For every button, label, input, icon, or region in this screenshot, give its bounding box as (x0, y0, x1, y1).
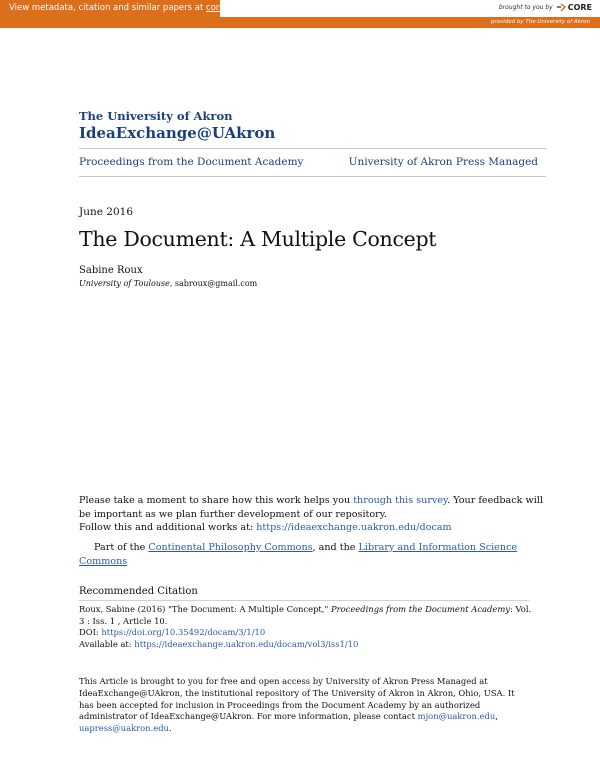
article-title: The Document: A Multiple Concept (79, 227, 437, 251)
citation-journal: Proceedings from the Document Academy (330, 604, 511, 614)
contact-email-2[interactable]: uapress@uakron.edu (79, 723, 169, 734)
core-logo[interactable] (556, 3, 592, 12)
part-of-block (79, 541, 519, 568)
citation-block (79, 604, 534, 650)
provided-by-strip (0, 17, 600, 28)
series-link-right[interactable]: University of Akron Press Managed (348, 156, 538, 168)
core-metadata-bar (0, 0, 251, 17)
series-link-left[interactable]: Proceedings from the Document Academy (79, 156, 304, 168)
share-text-post: . Your feedback will be important as we plan further development of our repository. (79, 495, 543, 520)
contact-email-1[interactable]: mjon@uakron.edu (417, 711, 496, 722)
part-of-mid: , and the (312, 542, 359, 553)
divider-bottom (79, 176, 546, 177)
citation-pre: Roux, Sabine (2016) "The Document: A Multiple Concept," (79, 604, 331, 614)
core-logo-icon (556, 3, 566, 12)
share-block (79, 494, 549, 535)
available-label: Available at: (79, 638, 135, 649)
core-brought-by (499, 3, 592, 12)
share-text-pre: Please take a moment to share how this work helps you (79, 495, 354, 506)
doi-label: DOI: (79, 627, 102, 637)
follow-text: Follow this and additional works at: (79, 522, 257, 533)
author-affiliation (79, 279, 257, 288)
footer-notice (79, 676, 524, 735)
core-metadata-text: View metadata, citation and similar papers at (9, 3, 204, 13)
provided-by-text: provided by The University of Akron (490, 19, 590, 25)
available-link[interactable]: https://ideaexchange.uakron.edu/docam/vol3/iss1/10 (134, 638, 359, 649)
affiliation-email: , sabroux@gmail.com (169, 279, 258, 288)
survey-link[interactable]: through this survey (353, 495, 448, 506)
doi-link[interactable]: https://doi.org/10.35492/docam/3/1/10 (101, 627, 266, 637)
divider-top (79, 148, 546, 149)
footer-sep: , (495, 711, 498, 722)
citation-divider (79, 600, 529, 601)
affiliation-institution: University of Toulouse (79, 279, 170, 288)
brought-by-text: brought to you by (498, 4, 553, 11)
institution-header (79, 109, 275, 142)
follow-link[interactable]: https://ideaexchange.uakron.edu/docam (256, 522, 452, 533)
footer-text: This Article is brought to you for free and open access by University of Akron Press Managed at IdeaExchange@UAkron, the institutional repository of The University of Akron in Akron, Ohio, USA. It has been accepted for inclusion in Proceedings from the Document Academy by an authorized administrator of IdeaExchange@UAkron. For more information, please contact (79, 676, 515, 722)
publication-date: June 2016 (79, 206, 134, 218)
university-name[interactable]: The University of Akron (79, 109, 233, 123)
library-science-link[interactable]: Library and Information Science Commons (79, 542, 518, 567)
continental-philosophy-link[interactable]: Continental Philosophy Commons (148, 542, 313, 553)
recommended-citation-heading: Recommended Citation (79, 586, 198, 597)
citation-post: : Vol. 3 : Iss. 1 , Article 10. (79, 604, 532, 626)
core-link[interactable]: core.ac.uk (206, 3, 251, 13)
repository-name[interactable]: IdeaExchange@UAkron (79, 124, 276, 142)
core-logo-text: CORE (567, 3, 592, 12)
author-name: Sabine Roux (79, 265, 143, 276)
footer-end: . (168, 723, 172, 734)
part-of-pre: Part of the (94, 542, 149, 553)
